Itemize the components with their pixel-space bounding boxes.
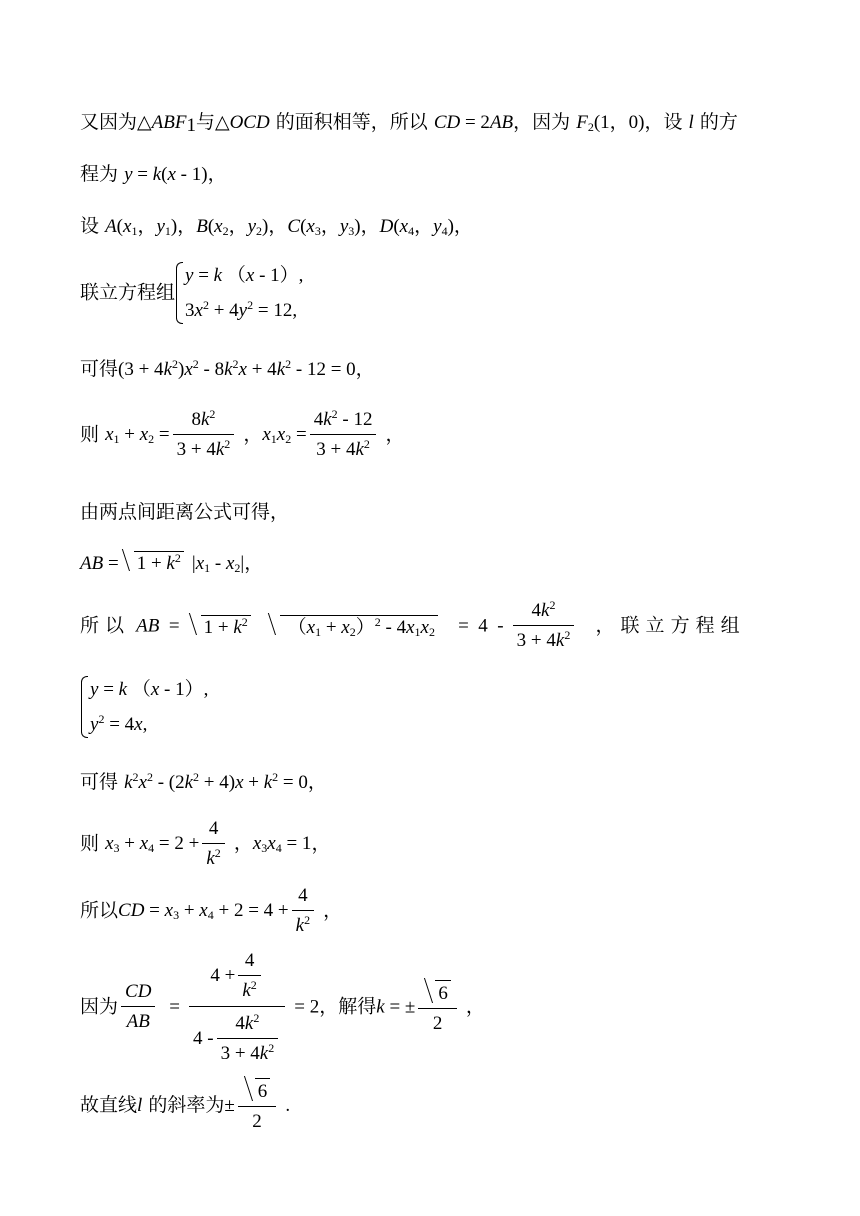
- text: 所 以: [80, 614, 125, 637]
- text-line-10: [80, 672, 208, 742]
- text: 则: [80, 832, 100, 855]
- fraction: $\frac{4k^2 - 12}{3 + 4k^2}$: [310, 409, 377, 461]
- text: 与△: [195, 111, 230, 133]
- square-root: $(x_1 + x_2)^2 - 4x_1x_2$: [267, 615, 438, 637]
- square-root: $1 + k^2$: [121, 551, 184, 573]
- text: 程为: [80, 163, 119, 185]
- text: 设: [80, 215, 100, 237]
- text: ， 联 立 方 程 组: [595, 614, 740, 637]
- text: 解得: [338, 995, 377, 1018]
- text-line-9: 所 以 AB = $1 + k^2$ $(x_1 + x_2)^2 - 4x_1x_2$ = 4 - $\frac{4k^2}{3 + 4k^2}$ ， 联 立 方 程 组: [80, 598, 740, 651]
- text: 故直线: [80, 1093, 138, 1116]
- fraction: $\frac{8k^2}{3 + 4k^2}$: [173, 409, 235, 461]
- fraction: $\frac{6}{2}$: [418, 980, 457, 1035]
- text: ，因为: [513, 111, 571, 133]
- text-line-15: 故直线l 的斜率为± $\frac{6}{2}$ .: [80, 1078, 290, 1133]
- text-line-3: 设 $A(x_1$，$y_1$)，$B(x_2$，$y_2$)，$C(x_3$，$y_3$)，$D(x_4$，$y_4$)，: [80, 215, 473, 238]
- text: 由两点间距离公式可得，: [80, 501, 290, 523]
- text: 的面积相等，所以: [275, 111, 428, 133]
- complex-fraction: 4 + $\frac{4}{k^2}$ 4 - $\frac{4k^2}{3 + 4k^2}$: [189, 950, 285, 1064]
- text: 的方: [699, 111, 738, 133]
- text: 所以: [80, 899, 119, 922]
- text: 联立方程组: [80, 281, 176, 304]
- fraction: $\frac{4}{k^2}$: [202, 818, 224, 870]
- equation-system: y = k （x - 1）, $3x^2 + 4y^2 = 12$,: [175, 258, 303, 328]
- text: 又因为△: [80, 111, 152, 133]
- fraction: $\frac{4k^2}{3 + 4k^2}$: [513, 600, 575, 652]
- square-root: $1 + k^2$: [188, 615, 251, 637]
- fraction: $\frac{6}{2}$: [238, 1078, 277, 1133]
- fraction: $\frac{4k^2}{3 + 4k^2}$: [217, 1013, 279, 1065]
- text-line-6: 则 $x_1 + x_2$ = $\frac{8k^2}{3 + 4k^2}$ ，$x_1x_2$ = $\frac{4k^2 - 12}{3 + 4k^2}$ ，: [80, 407, 405, 460]
- text: 可得: [80, 771, 119, 793]
- text-line-1: 又因为$\triangle ABF_1$与△OCD 的面积相等，所以 CD = 2AB，因为 $F_2(1$，0)，设 l 的方: [80, 111, 738, 136]
- text-line-14: 因为 $\frac{CD}{AB}$ = 4 + $\frac{4}{k^2}$ 4 - $\frac{4k^2}{3 + 4k^2}$ = 2，解得k = ± $\frac{6}{2}$ ，: [80, 950, 485, 1064]
- text: ，设: [644, 111, 683, 133]
- text-line-13: 所以CD = $x_3 + x_4 + 2 = 4$ + $\frac{4}{k^2}$ ，: [80, 885, 343, 936]
- text: 的斜率为: [148, 1093, 225, 1116]
- text-line-8: AB = $1 + k^2$ $|x_1 - x_2|$，: [80, 551, 264, 575]
- text-line-5: 可得$(3 + 4k^2)x^2 - 8k^2x + 4k^2 - 12 = 0$，: [80, 357, 375, 380]
- text-line-4: [80, 258, 303, 328]
- text: 则: [80, 423, 100, 446]
- fraction: $\frac{4}{k^2}$: [238, 950, 260, 1002]
- text-line-12: 则 $x_3 + x_4 = 2$ + $\frac{4}{k^2}$ ，$x_3x_4 = 1$，: [80, 818, 331, 869]
- text: 可得: [80, 358, 119, 380]
- fraction: $\frac{4}{k^2}$: [292, 885, 314, 937]
- text-line-7: [80, 503, 289, 522]
- fraction: $\frac{CD}{AB}$: [121, 981, 155, 1033]
- text: 因为: [80, 995, 119, 1018]
- text-line-2: 程为 y = k(x - 1)，: [80, 163, 227, 185]
- text-line-11: 可得 $k^2x^2 - (2k^2 + 4)x + k^2 = 0$，: [80, 770, 327, 793]
- equation-system: y = k （x - 1）, $y^2 = 4x$,: [80, 672, 208, 742]
